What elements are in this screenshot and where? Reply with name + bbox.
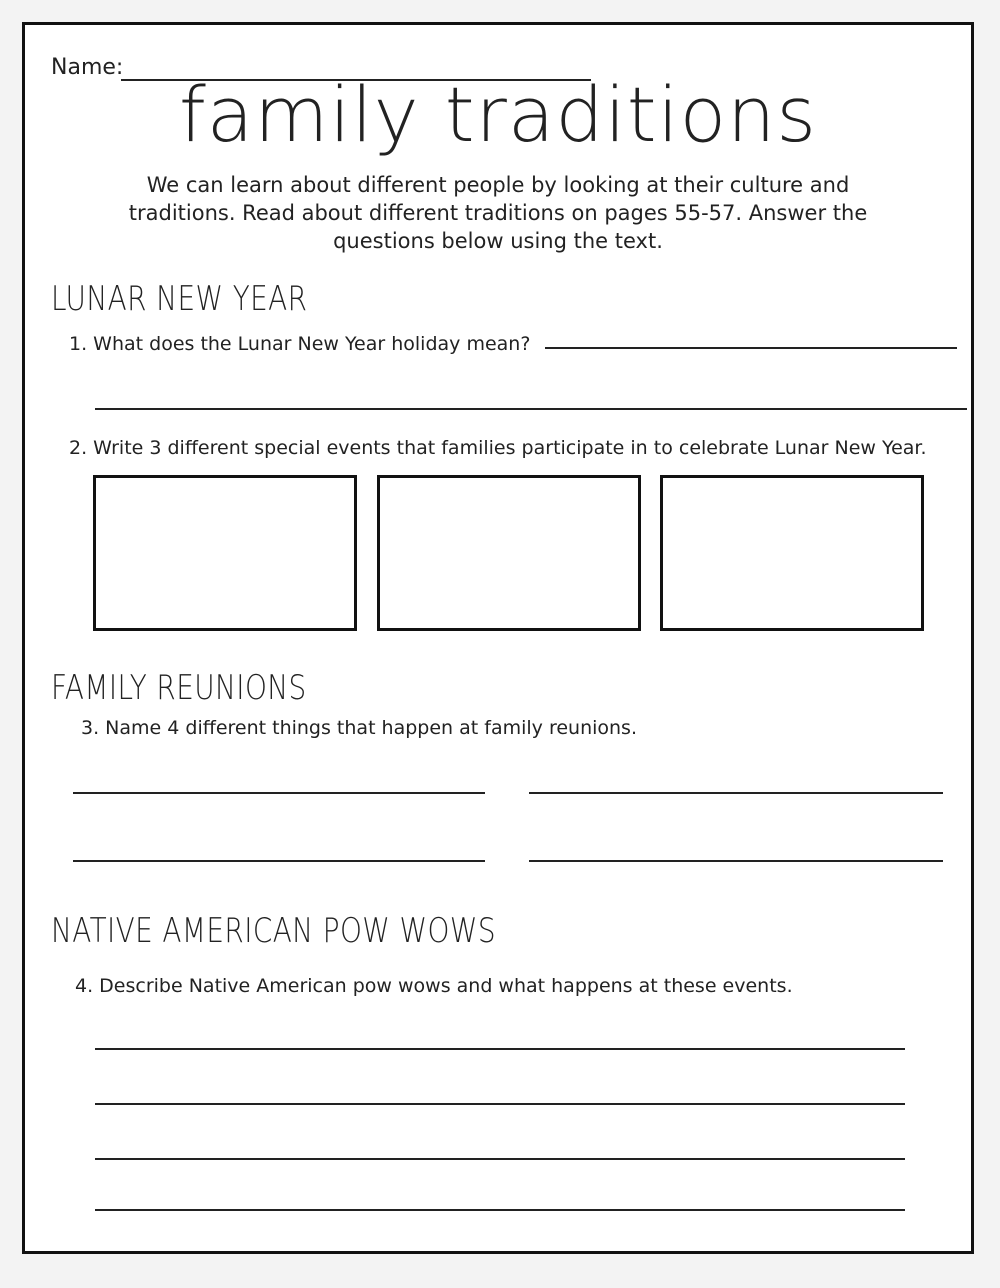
answer-line-q4-d[interactable] — [95, 1209, 905, 1211]
worksheet-title: family traditions — [179, 70, 817, 159]
section-heading-lunar-new-year: LUNAR NEW YEAR — [51, 279, 308, 319]
question-2: 2. Write 3 different special events that families participate in to celebrate Lunar New Year. — [69, 437, 927, 459]
question-4: 4. Describe Native American pow wows and what happens at these events. — [75, 975, 793, 997]
answer-line-q4-c[interactable] — [95, 1158, 905, 1160]
answer-line-q4-a[interactable] — [95, 1048, 905, 1050]
answer-line-q3-b[interactable] — [529, 792, 943, 794]
worksheet-page — [22, 22, 974, 1254]
name-label: Name: — [51, 55, 124, 80]
answer-line-q4-b[interactable] — [95, 1103, 905, 1105]
question-1: 1. What does the Lunar New Year holiday mean? — [69, 333, 531, 355]
section-heading-family-reunions: FAMILY REUNIONS — [51, 668, 307, 708]
answer-line-q3-a[interactable] — [73, 792, 485, 794]
answer-line-q1-a[interactable] — [545, 347, 957, 349]
question-3: 3. Name 4 different things that happen at family reunions. — [81, 717, 638, 739]
section-heading-pow-wows: NATIVE AMERICAN POW WOWS — [51, 911, 496, 951]
intro-text: We can learn about different people by looking at their culture and traditions. Read about different traditions on pages 55-57. Answer the questions below using the text. — [128, 173, 868, 253]
answer-box-1[interactable] — [93, 475, 357, 631]
answer-line-q3-d[interactable] — [529, 860, 943, 862]
answer-line-q1-b[interactable] — [95, 408, 967, 410]
answer-line-q3-c[interactable] — [73, 860, 485, 862]
answer-box-3[interactable] — [660, 475, 924, 631]
answer-box-2[interactable] — [377, 475, 641, 631]
